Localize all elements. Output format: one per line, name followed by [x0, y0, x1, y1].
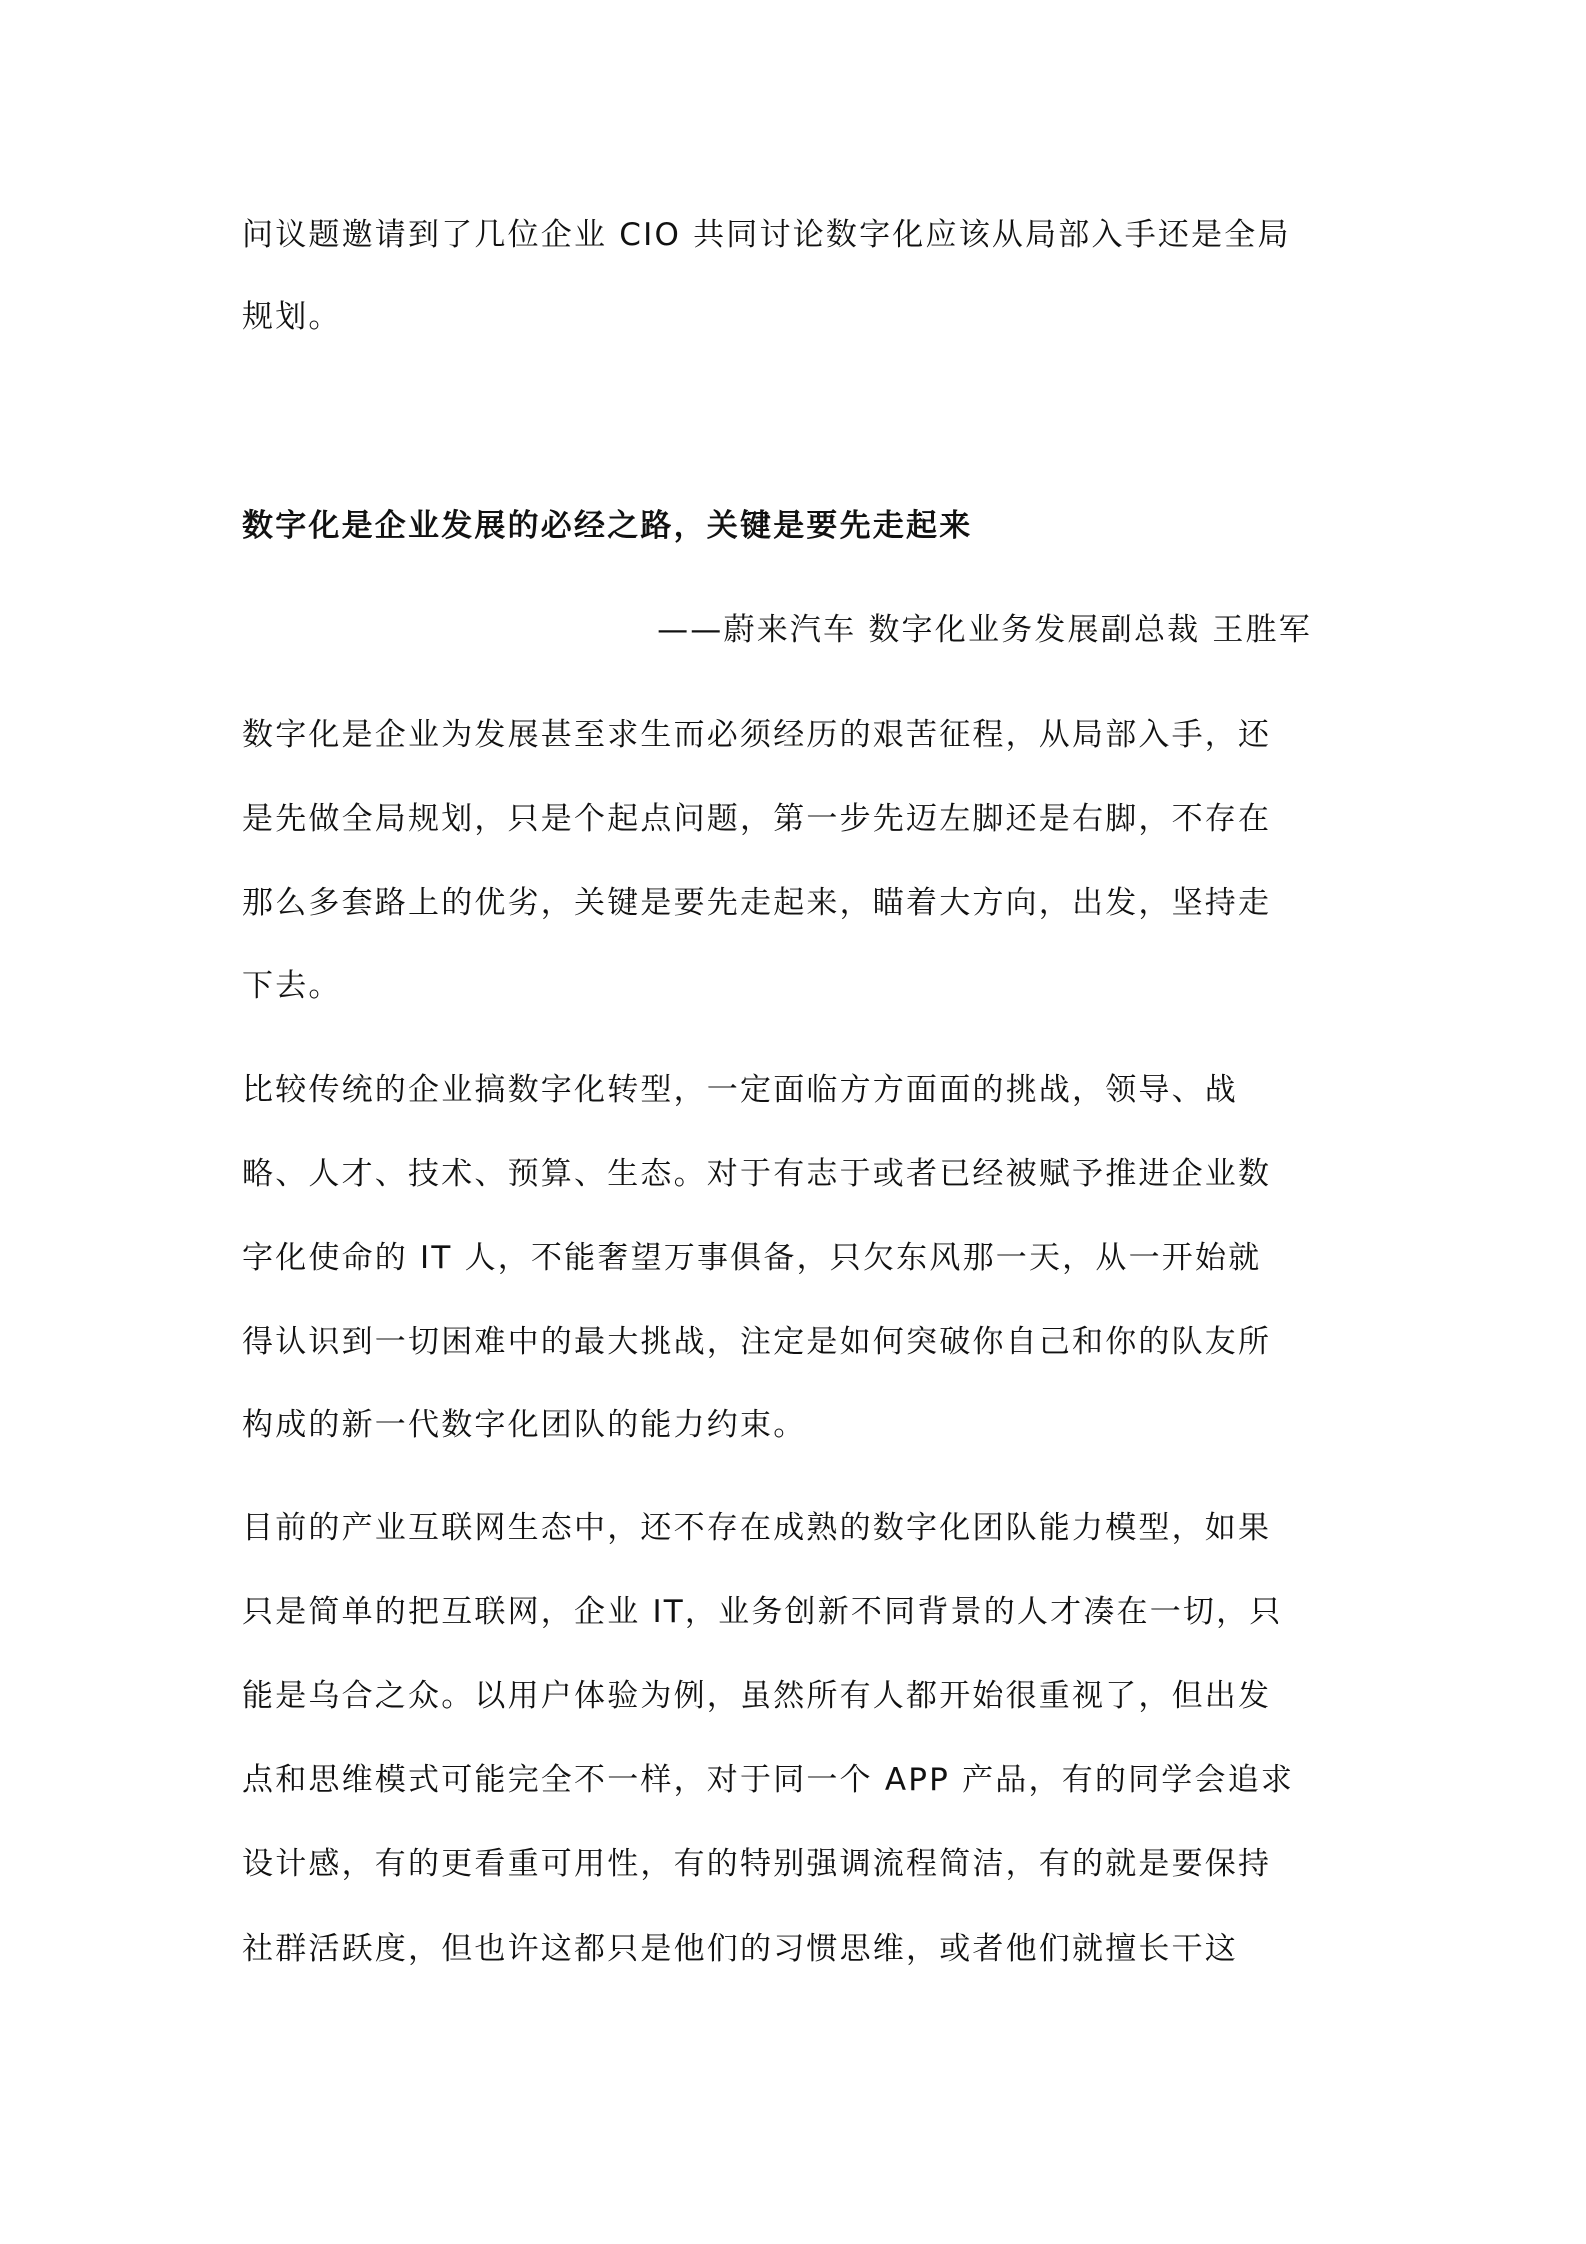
section-heading: 数字化是企业发展的必经之路，关键是要先走起来 — [242, 508, 973, 544]
paragraph-line: 点和思维模式可能完全不一样，对于同一个 APP 产品，有的同学会追求 — [242, 1762, 1295, 1798]
paragraph-line: 下去。 — [242, 968, 342, 1004]
paragraph-line: 能是乌合之众。以用户体验为例，虽然所有人都开始很重视了，但出发 — [242, 1678, 1272, 1714]
intro-line: 规划。 — [242, 299, 342, 335]
paragraph-line: 是先做全局规划，只是个起点问题，第一步先迈左脚还是右脚，不存在 — [242, 801, 1272, 837]
paragraph-line: 社群活跃度，但也许这都只是他们的习惯思维，或者他们就擅长干这 — [242, 1931, 1238, 1967]
paragraph-line: 字化使命的 IT 人，不能奢望万事俱备，只欠东风那一天，从一开始就 — [242, 1240, 1262, 1276]
attribution: ——蔚来汽车 数字化业务发展副总裁 王胜军 — [657, 612, 1312, 648]
paragraph-line: 比较传统的企业搞数字化转型，一定面临方方面面的挑战，领导、战 — [242, 1072, 1238, 1108]
intro-line: 问议题邀请到了几位企业 CIO 共同讨论数字化应该从局部入手还是全局 — [242, 217, 1291, 253]
paragraph-line: 目前的产业互联网生态中，还不存在成熟的数字化团队能力模型，如果 — [242, 1510, 1272, 1546]
paragraph-line: 略、人才、技术、预算、生态。对于有志于或者已经被赋予推进企业数 — [242, 1156, 1272, 1192]
paragraph-line: 构成的新一代数字化团队的能力约束。 — [242, 1407, 807, 1443]
paragraph-line: 只是简单的把互联网，企业 IT，业务创新不同背景的人才凑在一切，只 — [242, 1594, 1283, 1630]
paragraph-line: 数字化是企业为发展甚至求生而必须经历的艰苦征程，从局部入手，还 — [242, 717, 1272, 753]
paragraph-line: 那么多套路上的优劣，关键是要先走起来，瞄着大方向，出发，坚持走 — [242, 885, 1272, 921]
paragraph-line: 设计感，有的更看重可用性，有的特别强调流程简洁，有的就是要保持 — [242, 1846, 1272, 1882]
paragraph-line: 得认识到一切困难中的最大挑战，注定是如何突破你自己和你的队友所 — [242, 1324, 1272, 1360]
